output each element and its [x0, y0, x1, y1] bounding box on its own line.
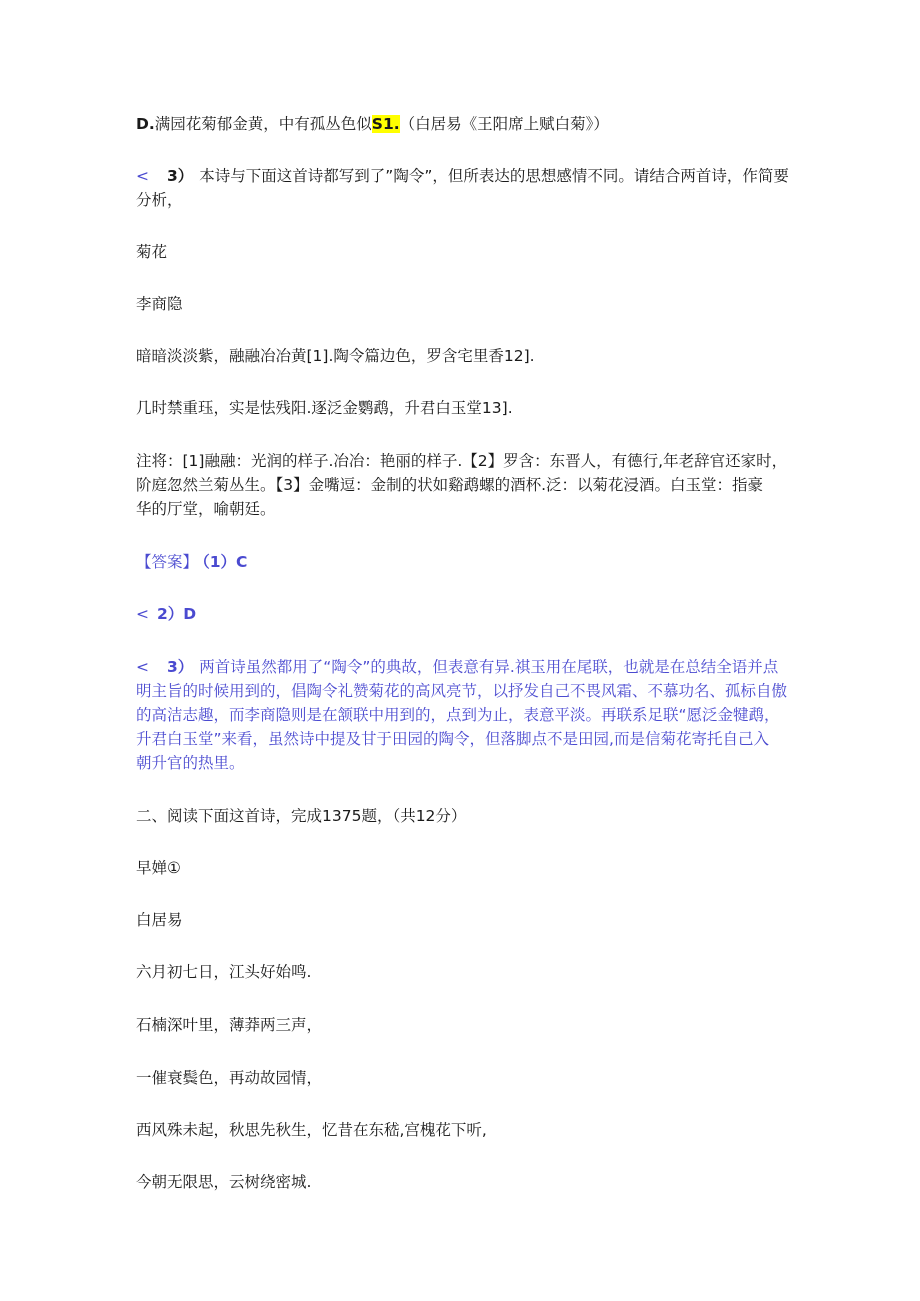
- option-d-line: [136, 112, 796, 136]
- section-2-poem-line: 今朝无限思，云树绕密城.: [136, 1173, 312, 1191]
- notes-line-3: 华的厅堂，喻朝廷。: [136, 500, 276, 518]
- answer-2: 2）D: [157, 605, 197, 623]
- question-3-text: 本诗与下面这首诗都写到了”陶令”，但所表达的思想感情不同。请结合两首诗，作简要: [199, 167, 789, 185]
- answer-3-line-1: [136, 655, 796, 679]
- answer-2-marker: <: [136, 605, 149, 623]
- notes-line-2: 阶庭忽然兰菊丛生。【3】金嘴逗：金制的状如谿鹉螺的酒杯.泛：以菊花浸酒。白玉堂：指豪: [136, 476, 764, 494]
- question-3-number: 3）: [167, 167, 194, 185]
- notes-line-1: 注将：[1]融融：光润的样子.冶冶：艳丽的样子.【2】罗含：东晋人，有德行,年老辞官还家时，: [136, 452, 788, 470]
- section-2-poem-author: 白居易: [136, 911, 183, 929]
- answer-3-line-3: 的高洁志趣，而李商隐则是在颔联中用到的，点到为止，表意平淡。再联系足联“愿泛金犍鹉，: [136, 706, 780, 724]
- highlighted-text: S1.: [371, 115, 400, 133]
- section-2-poem-line: 六月初七日，江头好始鸣.: [136, 963, 312, 981]
- poem-title: 菊花: [136, 243, 168, 261]
- poem-line-1: 暗暗淡淡紫，融融冶冶黄[1].陶令篇边色，罗含宅里香12].: [136, 347, 535, 365]
- section-2-poem-line: 西风殊未起，秋思先秋生，忆昔在东嵇,宫槐花下听,: [136, 1121, 487, 1139]
- answer-3-line-2: 明主旨的时候用到的，倡陶令礼赞菊花的高风亮节，以抒发自己不畏风霜、不慕功名、孤标自傲: [136, 682, 788, 700]
- section-2-poem-title: 早婵①: [136, 859, 181, 877]
- answer-3-line-4: 升君白玉堂”来看，虽然诗中提及甘于田园的陶令，但落脚点不是田园,而是信菊花寄托自己入: [136, 730, 769, 748]
- answer-3-marker: <: [136, 658, 149, 676]
- question-3-line1: [136, 164, 796, 188]
- option-d-source: （白居易《王阳席上赋白菊》）: [399, 115, 609, 133]
- question-3-line2: 分析，: [136, 191, 183, 209]
- section-2-heading: 二、阅读下面这首诗，完成1375题，（共12分）: [136, 807, 467, 825]
- answer-line-1: [136, 550, 796, 574]
- option-d-prefix: D.: [136, 115, 155, 133]
- answer-1: （1）C: [202, 553, 248, 571]
- answer-3-line-5: 朝升官的热里。: [136, 754, 245, 772]
- section-2-poem-line: 石楠深叶里，薄莽两三声，: [136, 1016, 323, 1034]
- poem-line-2: 几时禁重珏，实是怯残阳.逐泛金鹦鹉，升君白玉堂13].: [136, 399, 513, 417]
- answer-line-2: [136, 602, 796, 626]
- answer-label: 【答案】: [136, 553, 199, 571]
- section-2-poem-line: 一催衰鬓色，再动故园情，: [136, 1069, 323, 1087]
- answer-3-text-1: 两首诗虽然都用了“陶令”的典故，但表意有异.祺玉用在尾联，也就是在总结全语并点: [199, 658, 779, 676]
- poem-author: 李商隐: [136, 295, 183, 313]
- option-d-text: 满园花菊郁金黄，中有孤丛色似: [154, 115, 372, 133]
- question-3-marker: <: [136, 167, 149, 185]
- answer-3-number: 3）: [167, 658, 194, 676]
